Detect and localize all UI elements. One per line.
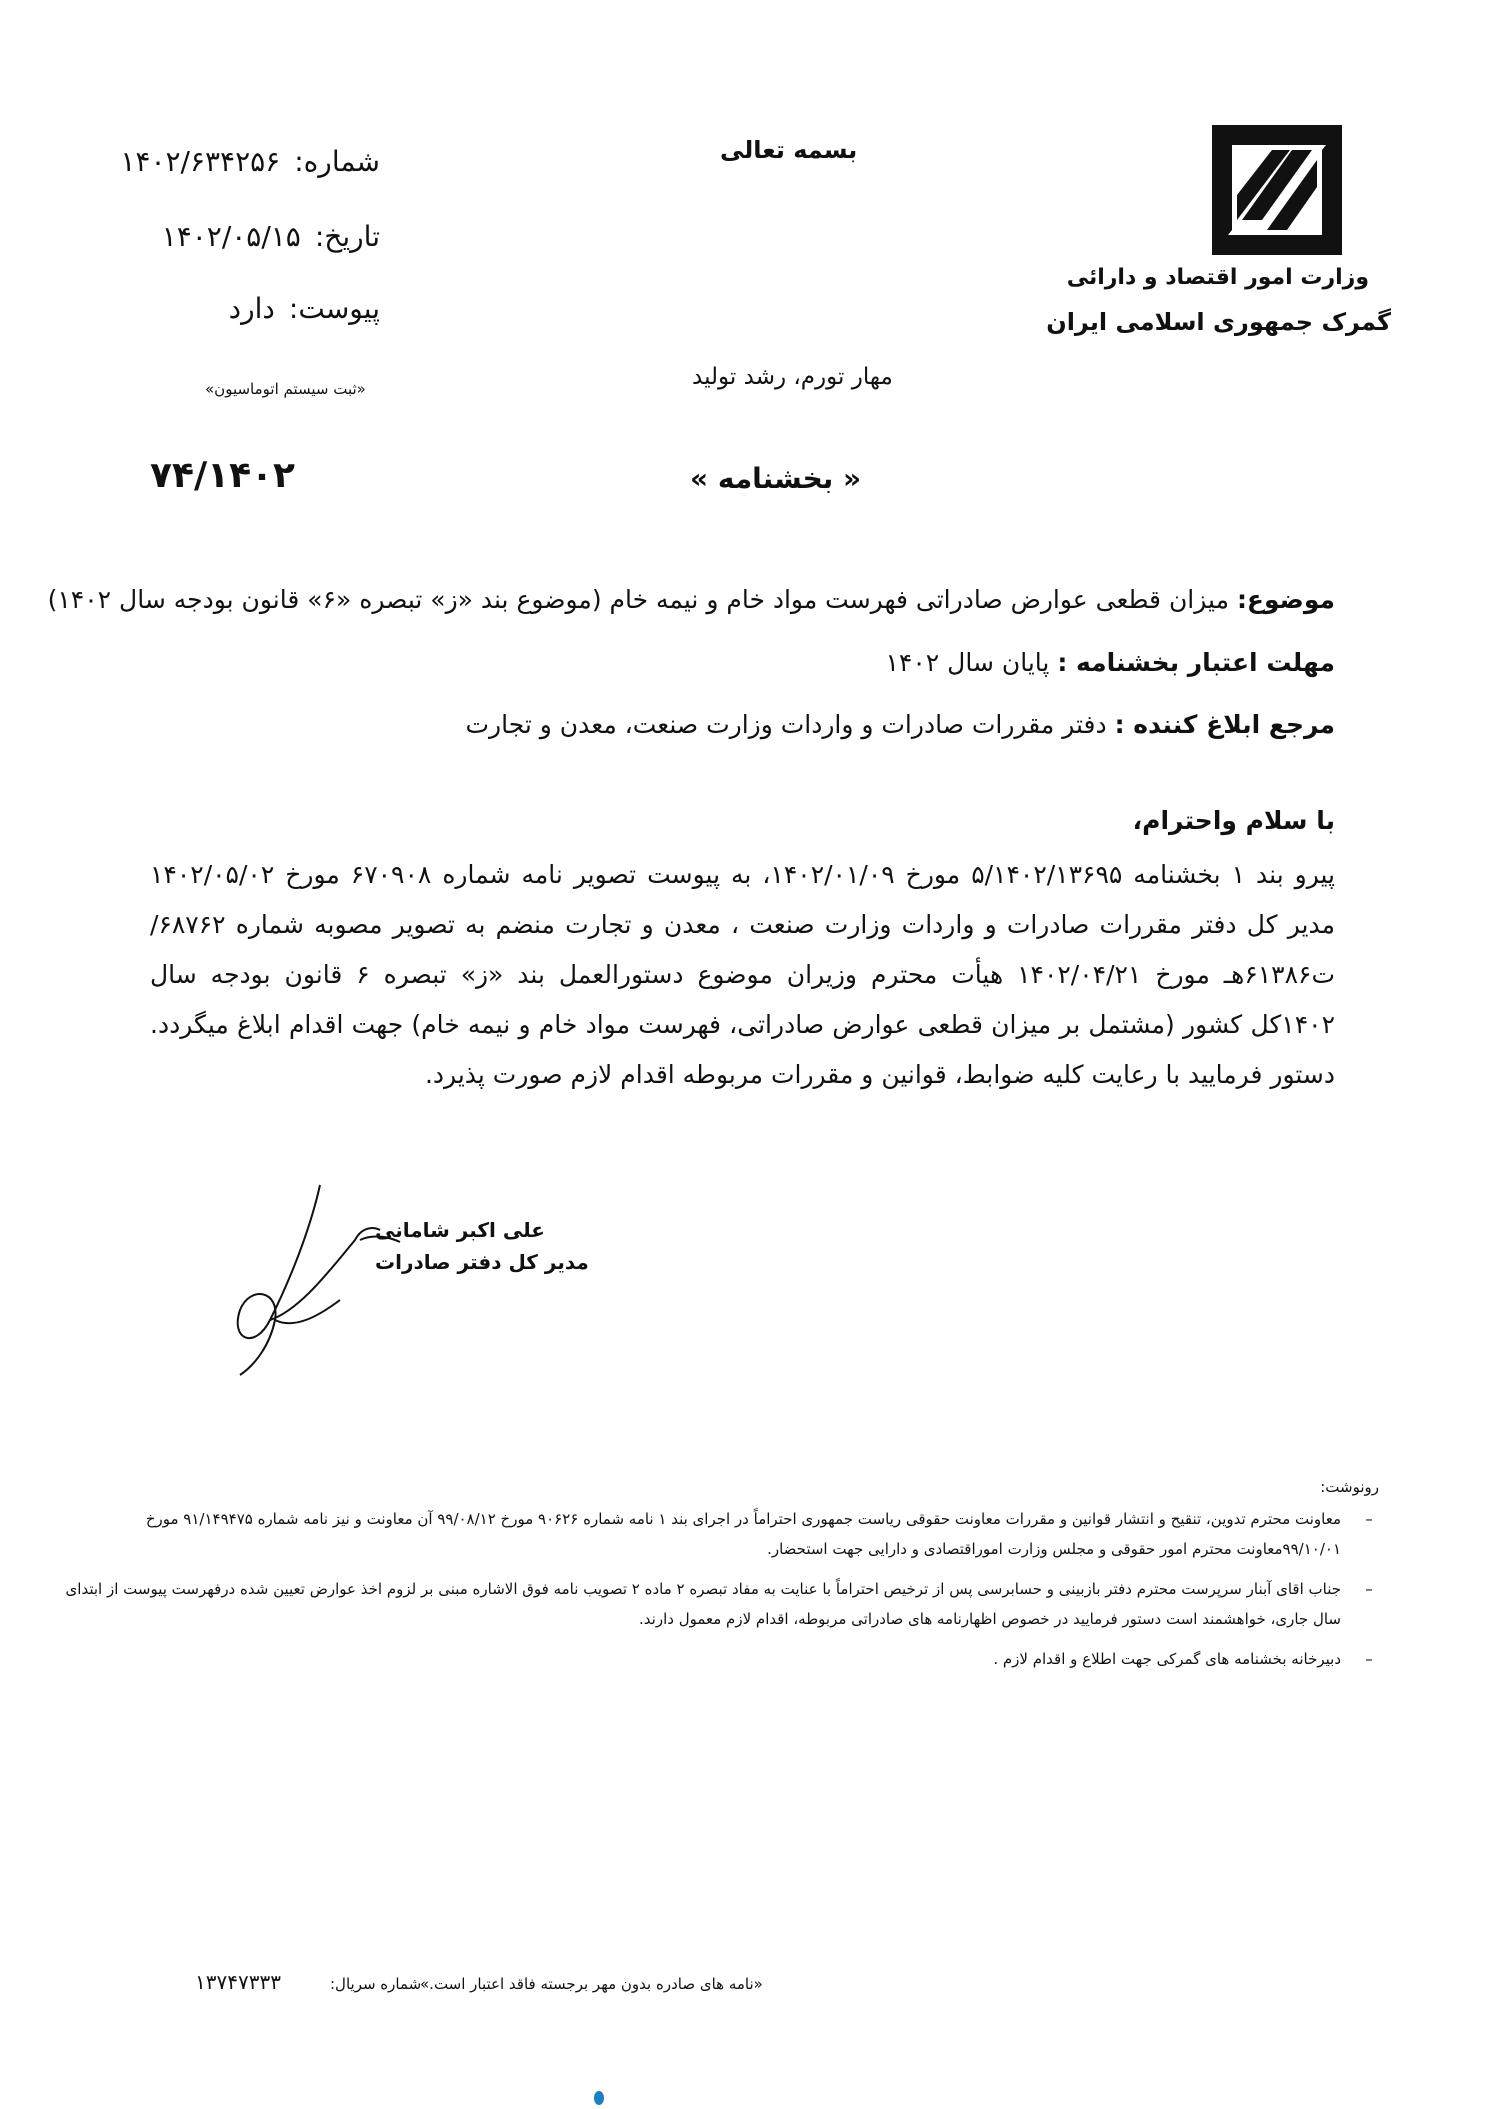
automation-note: «ثبت سیستم اتوماسیون» — [205, 380, 366, 398]
attachment-label: پیوست: — [288, 292, 380, 325]
reference-value: دفتر مقررات صادرات و واردات وزارت صنعت، معدن و تجارت — [465, 710, 1107, 739]
cc-item — [59, 1574, 1379, 1634]
ink-mark-icon — [592, 2088, 606, 2105]
organization-ministry: وزارت امور اقتصاد و دارائی — [1066, 265, 1369, 290]
letter-date-row — [120, 220, 380, 253]
serial-label: شماره سریال: — [330, 1975, 422, 1993]
reference-row — [466, 710, 1335, 739]
slogan: مهار تورم، رشد تولید — [692, 364, 893, 390]
circular-number: ۷۴/۱۴۰۲ — [150, 455, 295, 496]
subject-value: میزان قطعی عوارض صادراتی فهرست مواد خام و نیمه خام (موضوع بند «ز» تبصره «۶» قانون بودجه سال ۱۴۰۲) — [47, 585, 1229, 614]
cc-item — [59, 1504, 1379, 1564]
organization-customs: گمرک جمهوری اسلامی ایران — [1046, 308, 1391, 336]
validity-label: مهلت اعتبار بخشنامه : — [1057, 648, 1335, 677]
cc-dash: – — [1365, 1510, 1373, 1528]
validity-row — [886, 648, 1336, 677]
attachment-row — [120, 292, 380, 325]
letter-number-value: ۱۴۰۲/۶۳۴۲۵۶ — [120, 145, 281, 178]
letter-date-label: تاریخ: — [314, 220, 380, 253]
footer-validity-note: «نامه های صادره بدون مهر برجسته فاقد اعتبار است.» — [420, 1975, 763, 1993]
attachment-value: دارد — [228, 292, 275, 325]
cc-item-text: معاونت محترم تدوین، تنقیح و انتشار قوانین و مقررات معاونت حقوقی ریاست جمهوری احتراماً در اجرای بند ۱ نامه شماره ۹۰۶۲۶ مورخ ۹۹/۰۸/۱۲ آن معاونت و نیز نامه شماره ۹۱/۱۴۹۴۷۵ مورخ ۹۹/۱۰/۰۱معاونت محترم امور حقوقی و مجلس وزارت اموراقتصادی و دارایی جهت استحضار. — [145, 1510, 1341, 1558]
handwritten-signature — [210, 1180, 410, 1380]
cc-item-text: دبیرخانه بخشنامه های گمرکی جهت اطلاع و اقدام لازم . — [993, 1650, 1341, 1668]
validity-value: پایان سال ۱۴۰۲ — [885, 648, 1050, 677]
subject-label: موضوع: — [1236, 585, 1335, 614]
body-paragraph: پیرو بند ۱ بخشنامه ۵/۱۴۰۲/۱۳۶۹۵ مورخ ۱۴۰۲/۰۱/۰۹، به پیوست تصویر نامه شماره ۶۷۰۹۰۸ مورخ ۱۴۰۲/۰۵/۰۲ مدیر کل دفتر مقررات صادرات و واردات وزارت صنعت ، معدن و تجارت منضم به تصویر مصوبه شماره ۶۸۷۶۲/ت۶۱۳۸۶هـ مورخ ۱۴۰۲/۰۴/۲۱ هیأت محترم وزیران موضوع دستورالعمل بند «ز» تبصره ۶ قانون بودجه سال ۱۴۰۲کل کشور (مشتمل بر میزان قطعی عوارض صادراتی، فهرست مواد خام و نیمه خام) جهت اقدام ابلاغ میگردد. دستور فرمایید با رعایت کلیه ضوابط، قوانین و مقررات مربوطه اقدام لازم صورت پذیرد. — [150, 860, 1336, 1089]
customs-logo-icon — [1212, 125, 1342, 255]
cc-list — [59, 1504, 1379, 1684]
greeting: با سلام واحترام، — [1132, 806, 1335, 835]
cc-dash: – — [1365, 1650, 1373, 1668]
serial-value: ۱۳۷۴۷۳۳۳ — [195, 1970, 281, 1994]
circular-title: « بخشنامه » — [690, 462, 862, 495]
letter-number-row — [120, 145, 380, 178]
subject-row — [48, 585, 1335, 614]
letter-date-value: ۱۴۰۲/۰۵/۱۵ — [161, 220, 301, 253]
reference-label: مرجع ابلاغ کننده : — [1114, 710, 1335, 739]
cc-dash: – — [1365, 1580, 1373, 1598]
signatory-title: مدیر کل دفتر صادرات — [375, 1250, 589, 1274]
cc-title: رونوشت: — [1320, 1478, 1379, 1496]
letter-number-label: شماره: — [294, 145, 380, 178]
signatory-name: علی اکبر شامانی — [375, 1218, 545, 1242]
cc-item-text: جناب اقای آبنار سرپرست محترم دفتر بازبینی و حسابرسی پس از ترخیص احتراماً با عنایت به مفاد تبصره ۲ ماده ۲ تصویب نامه فوق الاشاره مبنی بر لزوم اخذ عوارض تعیین شده درفهرست پیوست از ابتدای سال جاری، خواهشمند است دستور فرمایید در خصوص اظهارنامه های صادراتی مربوطه، اقدام لازم معمول دارند. — [65, 1580, 1341, 1628]
cc-item — [59, 1644, 1379, 1674]
bismillah-heading: بسمه تعالی — [720, 136, 858, 164]
